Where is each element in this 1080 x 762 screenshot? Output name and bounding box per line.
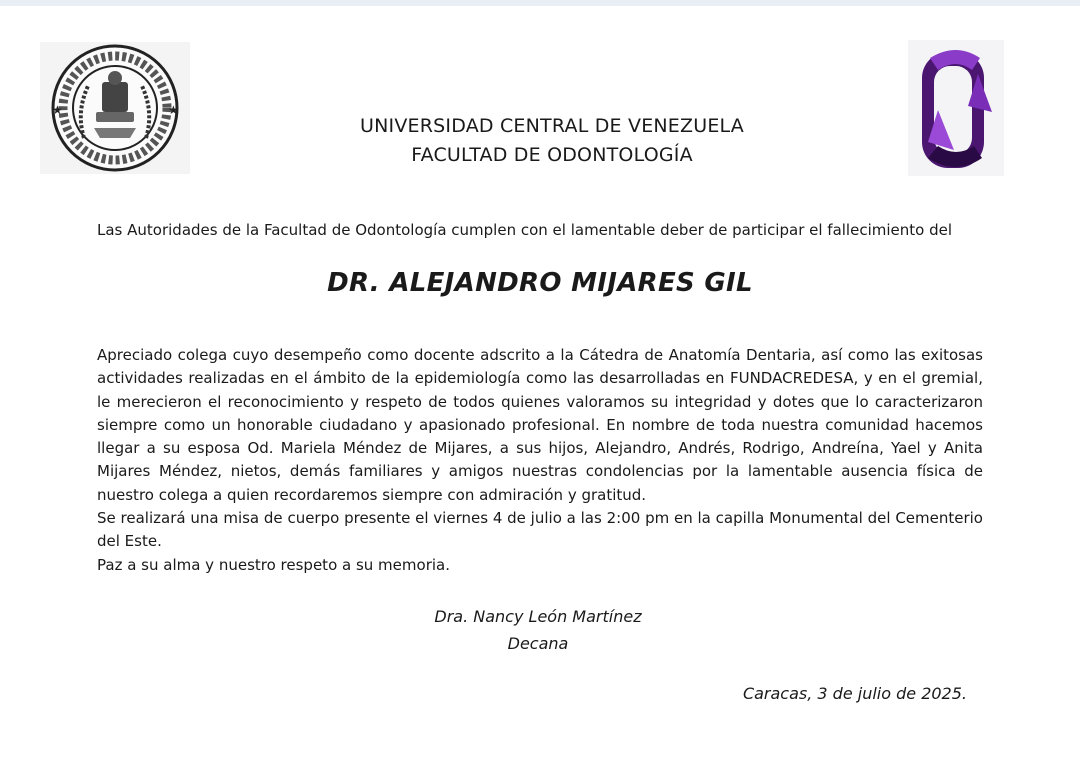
signatory-title: Decana (507, 634, 569, 653)
faculty-name: FACULTAD DE ODONTOLOGÍA (411, 144, 693, 166)
svg-text:★: ★ (52, 103, 63, 117)
university-name: UNIVERSIDAD CENTRAL DE VENEZUELA (360, 115, 744, 137)
svg-text:★: ★ (168, 103, 179, 117)
body-text (97, 344, 983, 577)
intro-text: Las Autoridades de la Facultad de Odontología cumplen con el lamentable deber de participar el fallecimiento del (97, 221, 952, 239)
top-strip (0, 0, 1080, 6)
document-date: Caracas, 3 de julio de 2025. (742, 684, 967, 703)
mass-paragraph: Se realizará una misa de cuerpo presente el viernes 4 de julio a las 2:00 pm en la capilla Monumental del Cementerio del Este. (97, 509, 983, 551)
closing-paragraph: Paz a su alma y nuestro respeto a su memoria. (97, 555, 450, 574)
signature-block (0, 603, 1076, 657)
signatory-name: Dra. Nancy León Martínez (434, 607, 642, 626)
faculty-odontology-logo-icon (908, 40, 1004, 176)
deceased-name: DR. ALEJANDRO MIJARES GIL (327, 268, 753, 298)
condolence-paragraph: Apreciado colega cuyo desempeño como docente adscrito a la Cátedra de Anatomía Dentaria, así como las exitosas actividades realizadas en el ámbito de la epidemiología como las desarrolladas en FUNDACREDESA, y en el gremial, le merecieron el reconocimiento y respeto de todos quienes valoramos su integridad y dotes que lo caracterizaron siempre como un honorable ciudadano y apasionado profesional. En nombre de toda nuestra comunidad hacemos llegar a su esposa Od. Mariela Méndez de Mijares, a sus hijos, Alejandro, Andrés, Rodrigo, Andreína, Yael y Anita Mijares Méndez, nietos, demás familiares y amigos nuestras condolencias por la lamentable ausencia física de nuestro colega a quien recordaremos siempre con admiración y gratitud. (97, 346, 983, 504)
